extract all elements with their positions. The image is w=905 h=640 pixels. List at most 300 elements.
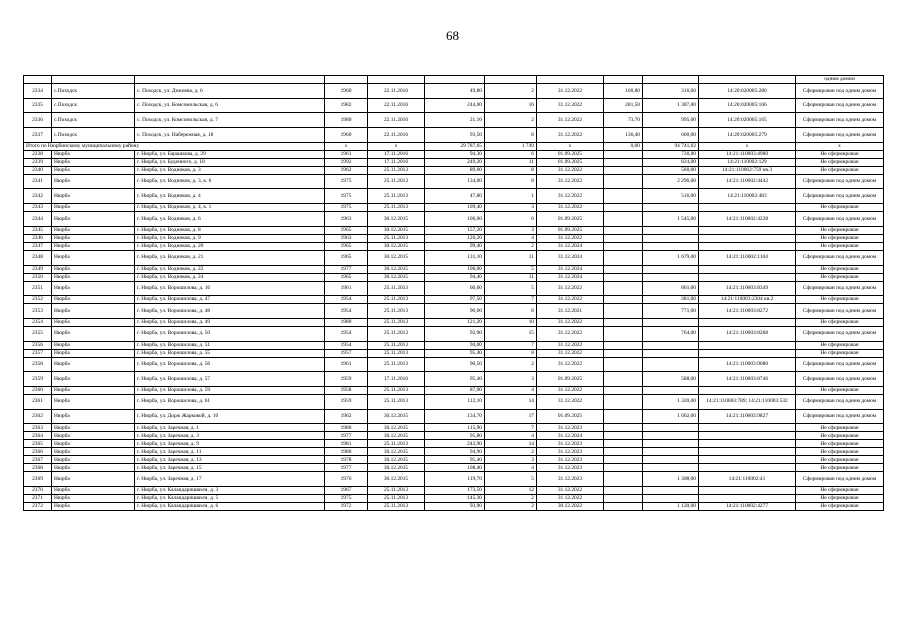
row-number-cell: 2356	[24, 341, 52, 349]
area-cell: 112,10	[425, 394, 485, 409]
residents-cell: 3	[485, 456, 537, 464]
residents-cell: 17	[485, 409, 537, 424]
land-plot-area-cell: 1 002,00	[643, 409, 699, 424]
inclusion-date-cell: 25.11.2013	[368, 296, 425, 304]
residents-cell: 11	[485, 273, 537, 281]
land-area-cell	[604, 234, 643, 242]
year-built-cell: 1954	[325, 341, 368, 349]
land-area-cell: 73,70	[604, 113, 643, 128]
inclusion-date-cell: 22.11.2016	[368, 84, 425, 99]
inclusion-date-cell: 25.11.2013	[368, 281, 425, 296]
table-row	[24, 448, 884, 456]
land-plot-area-cell	[643, 265, 699, 273]
cadastral-number-cell: 14:21:110003:2304 кв.2	[699, 296, 796, 304]
inclusion-date-cell: 30.12.2015	[368, 448, 425, 456]
locality-cell: Нюрба	[52, 503, 135, 511]
residents-cell: 8	[485, 166, 537, 174]
land-status-cell: Не сформирован	[796, 234, 884, 242]
land-status-cell: Не сформирован	[796, 341, 884, 349]
area-cell: 95,40	[425, 456, 485, 464]
row-number-cell: 2348	[24, 250, 52, 265]
cadastral-number-cell: 14:21:110002:759 кв.3	[699, 166, 796, 174]
demolition-deadline-cell: 31.12.2022	[537, 318, 604, 326]
land-plot-area-cell	[643, 357, 699, 372]
land-area-cell	[604, 349, 643, 357]
cadastral-number-cell	[699, 318, 796, 326]
land-area-cell	[604, 189, 643, 204]
land-area-cell	[604, 281, 643, 296]
cadastral-number-cell	[699, 341, 796, 349]
locality-cell: Нюрба	[52, 318, 135, 326]
land-plot-area-cell	[643, 456, 699, 464]
area-cell: 131,10	[425, 250, 485, 265]
inclusion-date-cell: 25.11.2013	[368, 394, 425, 409]
inclusion-date-cell: 25.11.2013	[368, 487, 425, 495]
table-row	[24, 296, 884, 304]
demolition-deadline-cell: 01.09.2025	[537, 212, 604, 227]
land-area-cell	[604, 318, 643, 326]
table-row	[24, 128, 884, 143]
residents-cell: 14	[485, 440, 537, 448]
table-row	[24, 326, 884, 341]
total-cell: x	[796, 142, 884, 150]
residents-cell: 4	[485, 386, 537, 394]
land-plot-area-cell	[643, 273, 699, 281]
locality-cell: Нюрба	[52, 386, 135, 394]
year-built-cell: 1976	[325, 472, 368, 487]
demolition-deadline-cell: 01.09.2025	[537, 150, 604, 158]
year-built-cell: 1965	[325, 226, 368, 234]
year-built-cell: 1960	[325, 128, 368, 143]
table-row	[24, 150, 884, 158]
area-cell: 106,60	[425, 265, 485, 273]
year-built-cell: 1975	[325, 189, 368, 204]
row-number-cell: 2350	[24, 273, 52, 281]
area-cell	[425, 76, 485, 84]
locality-cell: Нюрба	[52, 250, 135, 265]
total-cell: x	[699, 142, 796, 150]
year-built-cell: 1954	[325, 326, 368, 341]
area-cell: 115,90	[425, 424, 485, 432]
residents-cell	[485, 76, 537, 84]
land-area-cell	[604, 386, 643, 394]
residents-cell: 2	[485, 357, 537, 372]
area-cell: 120,20	[425, 234, 485, 242]
inclusion-date-cell: 22.11.2016	[368, 98, 425, 113]
table-row	[24, 158, 884, 166]
address-cell: г. Нюрба, ул. Водников, д. 20	[135, 242, 325, 250]
area-cell: 60,60	[425, 281, 485, 296]
cadastral-number-cell	[699, 76, 796, 84]
cadastral-number-cell: 14:21:110002:483	[699, 189, 796, 204]
row-number-cell: 2343	[24, 204, 52, 212]
inclusion-date-cell: 30.12.2015	[368, 472, 425, 487]
residents-cell: 1	[485, 189, 537, 204]
address-cell: г. Нюрба, ул. Заречная, д. 13	[135, 456, 325, 464]
residents-cell: 8	[485, 349, 537, 357]
land-plot-area-cell	[643, 76, 699, 84]
land-plot-area-cell	[643, 487, 699, 495]
land-status-cell: Сформирован под одним домом	[796, 98, 884, 113]
cadastral-number-cell: 14:21:110003:8746	[699, 372, 796, 387]
row-number-cell: 2366	[24, 448, 52, 456]
area-cell: 93,90	[425, 503, 485, 511]
row-number-cell: 2359	[24, 372, 52, 387]
address-cell: г. Нюрба, ул. Водников, д. 3	[135, 166, 325, 174]
table-row	[24, 113, 884, 128]
address-cell: г. Нюрба, ул. Ворошилова, д. 61	[135, 394, 325, 409]
demolition-deadline-cell: 31.12.2022	[537, 84, 604, 99]
inclusion-date-cell: 25.11.2013	[368, 166, 425, 174]
row-number-cell: 2368	[24, 464, 52, 472]
table-row	[24, 242, 884, 250]
land-status-cell: Сформирован под одним домом	[796, 250, 884, 265]
table-row	[24, 372, 884, 387]
land-status-cell: Не сформирован	[796, 150, 884, 158]
area-cell: 99,40	[425, 242, 485, 250]
inclusion-date-cell: 25.11.2013	[368, 204, 425, 212]
year-built-cell: 1977	[325, 432, 368, 440]
demolition-deadline-cell: 31.12.2024	[537, 250, 604, 265]
demolition-deadline-cell: 31.12.2022	[537, 349, 604, 357]
area-cell: 21,10	[425, 113, 485, 128]
residents-cell: 2	[485, 84, 537, 99]
total-cell: 94 741,02	[643, 142, 699, 150]
inclusion-date-cell: 25.11.2013	[368, 349, 425, 357]
address-cell: г. Нюрба, ул. Водников, д. 24	[135, 273, 325, 281]
residents-cell: 3	[485, 226, 537, 234]
table-row	[24, 273, 884, 281]
locality-cell: Нюрба	[52, 281, 135, 296]
locality-cell: Нюрба	[52, 212, 135, 227]
table-row	[24, 76, 884, 84]
locality-cell: с.Походск	[52, 113, 135, 128]
address-cell: г. Нюрба, ул. Ворошилова, д. 51	[135, 341, 325, 349]
table-row	[24, 424, 884, 432]
land-area-cell	[604, 448, 643, 456]
cadastral-number-cell	[699, 349, 796, 357]
area-cell: 121,20	[425, 318, 485, 326]
area-cell: 243,90	[425, 440, 485, 448]
demolition-deadline-cell: 31.12.2022	[537, 326, 604, 341]
year-built-cell: 1980	[325, 318, 368, 326]
land-status-cell: Сформирован под одним домом	[796, 212, 884, 227]
table-row	[24, 440, 884, 448]
land-status-cell: Не сформирован	[796, 349, 884, 357]
land-status-cell: Не сформирован	[796, 296, 884, 304]
address-cell: г. Нюрба, ул. Барашкова, д. 29	[135, 150, 325, 158]
year-built-cell: 1978	[325, 456, 368, 464]
table-row	[24, 265, 884, 273]
residents-cell: 4	[485, 432, 537, 440]
row-number-cell: 2370	[24, 487, 52, 495]
land-status-cell: Не сформирован	[796, 386, 884, 394]
page-number: 68	[446, 28, 459, 43]
locality-cell: Нюрба	[52, 204, 135, 212]
land-area-cell	[604, 204, 643, 212]
row-number-cell: 2361	[24, 394, 52, 409]
land-plot-area-cell	[643, 204, 699, 212]
land-status-cell: Сформирован под одним домом	[796, 326, 884, 341]
row-number-cell: 2364	[24, 432, 52, 440]
demolition-deadline-cell: 31.12.2022	[537, 296, 604, 304]
area-cell: 173,50	[425, 487, 485, 495]
locality-cell: Нюрба	[52, 242, 135, 250]
address-cell: г. Нюрба, ул. Водников, д. 6	[135, 212, 325, 227]
cadastral-number-cell	[699, 234, 796, 242]
demolition-deadline-cell: 30.12.2022	[537, 503, 604, 511]
land-status-cell: Не сформирован	[796, 242, 884, 250]
cadastral-number-cell: 14:21:110003:789; 14:21:110003:532	[699, 394, 796, 409]
land-area-cell	[604, 212, 643, 227]
area-cell: 134,00	[425, 174, 485, 189]
locality-cell: с.Походск	[52, 98, 135, 113]
area-cell: 94,30	[425, 150, 485, 158]
land-status-cell: Сформирован под одним домом	[796, 174, 884, 189]
land-area-cell	[604, 166, 643, 174]
demolition-deadline-cell: 31.12.2022	[537, 204, 604, 212]
residents-cell: 11	[485, 158, 537, 166]
address-cell: г. Нюрба, ул. Ворошилова, д. 59	[135, 386, 325, 394]
locality-cell: Нюрба	[52, 166, 135, 174]
land-plot-area-cell: 560,00	[643, 166, 699, 174]
demolition-deadline-cell: 31.12.2022	[537, 98, 604, 113]
locality-cell: Нюрба	[52, 424, 135, 432]
land-status-cell: Не сформирован	[796, 456, 884, 464]
land-status-cell: Сформирован под одним домом	[796, 281, 884, 296]
address-cell: г. Нюрба, ул. Заречная, д. 15	[135, 464, 325, 472]
row-number-cell: 2365	[24, 440, 52, 448]
cadastral-number-cell: 14:20:020005:279	[699, 128, 796, 143]
year-built-cell: 1980	[325, 424, 368, 432]
inclusion-date-cell: 30.12.2015	[368, 212, 425, 227]
table-row	[24, 472, 884, 487]
address-cell: г. Нюрба, ул. Ворошилова, д. 55	[135, 349, 325, 357]
cadastral-number-cell: 14:21:110003:8268	[699, 326, 796, 341]
land-status-cell: Сформирован под одним домом	[796, 372, 884, 387]
area-cell: 87,00	[425, 386, 485, 394]
row-number-cell: 2349	[24, 265, 52, 273]
table-row	[24, 98, 884, 113]
land-area-cell	[604, 242, 643, 250]
land-plot-area-cell: 516,00	[643, 189, 699, 204]
row-number-cell: 2340	[24, 166, 52, 174]
locality-cell: Нюрба	[52, 487, 135, 495]
land-status-cell: Не сформирован	[796, 464, 884, 472]
residents-cell: 8	[485, 128, 537, 143]
year-built-cell: 1965	[325, 273, 368, 281]
residents-cell: 2	[485, 503, 537, 511]
land-plot-area-cell	[643, 318, 699, 326]
row-number-cell: 2357	[24, 349, 52, 357]
area-cell: 95,40	[425, 372, 485, 387]
row-number-cell: 2346	[24, 234, 52, 242]
inclusion-date-cell: 22.11.2016	[368, 113, 425, 128]
land-area-cell	[604, 424, 643, 432]
area-cell: 106,60	[425, 212, 485, 227]
locality-cell: Нюрба	[52, 357, 135, 372]
year-built-cell: 1959	[325, 394, 368, 409]
year-built-cell: 1957	[325, 349, 368, 357]
residents-cell: 5	[485, 281, 537, 296]
residents-cell: 8	[485, 304, 537, 319]
demolition-deadline-cell: 31.12.2022	[537, 189, 604, 204]
land-status-cell: одним домом	[796, 76, 884, 84]
table-row	[24, 456, 884, 464]
land-plot-area-cell	[643, 464, 699, 472]
area-cell: 109,40	[425, 204, 485, 212]
demolition-deadline-cell: 31.12.2022	[537, 386, 604, 394]
demolition-deadline-cell: 31.12.2023	[537, 464, 604, 472]
locality-cell: Нюрба	[52, 341, 135, 349]
inclusion-date-cell: 25.11.2013	[368, 318, 425, 326]
row-number-cell: 2337	[24, 128, 52, 143]
row-number-cell: 2355	[24, 326, 52, 341]
inclusion-date-cell: 30.12.2015	[368, 456, 425, 464]
demolition-deadline-cell	[537, 76, 604, 84]
total-cell: 0,00	[604, 142, 643, 150]
year-built-cell: 1965	[325, 242, 368, 250]
cadastral-number-cell: 14:21:110002:4442	[699, 174, 796, 189]
land-area-cell	[604, 226, 643, 234]
land-status-cell: Не сформирован	[796, 487, 884, 495]
inclusion-date-cell: 30.12.2015	[368, 409, 425, 424]
inclusion-date-cell: 30.12.2015	[368, 250, 425, 265]
locality-cell: Нюрба	[52, 226, 135, 234]
land-area-cell: 160,80	[604, 84, 643, 99]
residents-cell: 2	[485, 113, 537, 128]
row-number-cell: 2363	[24, 424, 52, 432]
inclusion-date-cell: 25.11.2013	[368, 503, 425, 511]
area-cell: 95,40	[425, 349, 485, 357]
demolition-deadline-cell: 01.09.2025	[537, 158, 604, 166]
inclusion-date-cell: 17.11.2016	[368, 372, 425, 387]
demolition-deadline-cell: 31.12.2023	[537, 440, 604, 448]
row-number-cell: 2338	[24, 150, 52, 158]
cadastral-number-cell: 14:20:020005:166	[699, 98, 796, 113]
land-plot-area-cell	[643, 440, 699, 448]
table-row	[24, 349, 884, 357]
land-area-cell	[604, 158, 643, 166]
demolition-deadline-cell: 31.12.2022	[537, 495, 604, 503]
residents-cell: 7	[485, 424, 537, 432]
locality-cell: с.Походск	[52, 128, 135, 143]
year-built-cell: 1977	[325, 265, 368, 273]
land-status-cell: Сформирован под одним домом	[796, 84, 884, 99]
inclusion-date-cell: 30.12.2015	[368, 424, 425, 432]
demolition-deadline-cell: 01.09.2025	[537, 226, 604, 234]
year-built-cell: 1961	[325, 150, 368, 158]
locality-cell: Нюрба	[52, 372, 135, 387]
inclusion-date-cell: 25.11.2013	[368, 326, 425, 341]
table-row-total	[24, 142, 884, 150]
row-number-cell: 2360	[24, 386, 52, 394]
land-status-cell: Не сформирован	[796, 265, 884, 273]
land-status-cell: Сформирован под одним домом	[796, 128, 884, 143]
inclusion-date-cell: 22.11.2016	[368, 128, 425, 143]
cadastral-number-cell	[699, 265, 796, 273]
land-plot-area-cell	[643, 495, 699, 503]
demolition-deadline-cell: 31.12.2022	[537, 166, 604, 174]
residents-cell: 5	[485, 265, 537, 273]
year-built-cell: 1961	[325, 357, 368, 372]
cadastral-number-cell: 14:21:110003:9827	[699, 409, 796, 424]
land-area-cell	[604, 464, 643, 472]
table-row	[24, 409, 884, 424]
demolition-deadline-cell: 31.12.2021	[537, 304, 604, 319]
address-cell: г. Нюрба, ул. Водников, д. 4	[135, 189, 325, 204]
cadastral-number-cell: 14:21:110003:8272	[699, 304, 796, 319]
demolition-deadline-cell: 31.12.2022	[537, 341, 604, 349]
address-cell: г. Нюрба, ул. Ворошилова, д. 49	[135, 318, 325, 326]
residents-cell: 15	[485, 326, 537, 341]
inclusion-date-cell: 30.12.2015	[368, 432, 425, 440]
land-plot-area-cell: 824,00	[643, 158, 699, 166]
inclusion-date-cell	[368, 76, 425, 84]
land-plot-area-cell: 861,00	[643, 281, 699, 296]
residents-cell: 11	[485, 250, 537, 265]
inclusion-date-cell: 25.11.2013	[368, 440, 425, 448]
table-row	[24, 189, 884, 204]
residents-cell: 6	[485, 212, 537, 227]
land-area-cell	[604, 372, 643, 387]
residents-cell: 4	[485, 464, 537, 472]
land-status-cell: Не сформирован	[796, 495, 884, 503]
table-row	[24, 234, 884, 242]
demolition-deadline-cell: 31.12.2022	[537, 174, 604, 189]
demolition-deadline-cell: 31.12.2023	[537, 456, 604, 464]
address-cell: г. Нюрба, ул. Ворошилова, д. 16	[135, 281, 325, 296]
locality-cell: Нюрба	[52, 394, 135, 409]
inclusion-date-cell: 17.11.2016	[368, 158, 425, 166]
year-built-cell: 1963	[325, 212, 368, 227]
cadastral-number-cell: 14:21:110003:8349	[699, 281, 796, 296]
locality-cell: Нюрба	[52, 234, 135, 242]
land-plot-area-cell	[643, 226, 699, 234]
land-status-cell: Не сформирован	[796, 424, 884, 432]
locality-cell: Нюрба	[52, 440, 135, 448]
address-cell: г. Нюрба, ул. Ворошилова, д. 48	[135, 304, 325, 319]
land-plot-area-cell	[643, 424, 699, 432]
year-built-cell: 1958	[325, 386, 368, 394]
year-built-cell: 1963	[325, 234, 368, 242]
table-row	[24, 503, 884, 511]
year-built-cell: 1975	[325, 174, 368, 189]
residents-cell: 14	[485, 394, 537, 409]
row-number-cell: 2345	[24, 226, 52, 234]
land-status-cell: Не сформирован	[796, 440, 884, 448]
locality-cell: Нюрба	[52, 304, 135, 319]
table-row	[24, 281, 884, 296]
year-built-cell: 1972	[325, 503, 368, 511]
housing-register-table	[23, 75, 884, 511]
table-row	[24, 304, 884, 319]
table-row	[24, 318, 884, 326]
row-number-cell: 2371	[24, 495, 52, 503]
locality-cell: Нюрба	[52, 265, 135, 273]
year-built-cell: 1962	[325, 409, 368, 424]
demolition-deadline-cell: 31.12.2022	[537, 128, 604, 143]
locality-cell	[52, 76, 135, 84]
land-status-cell: Не сформирован	[796, 318, 884, 326]
locality-cell: Нюрба	[52, 456, 135, 464]
inclusion-date-cell: 25.11.2013	[368, 341, 425, 349]
land-plot-area-cell: 2 296,00	[643, 174, 699, 189]
address-cell: г. Нюрба, ул. Ворошилова, д. 57	[135, 372, 325, 387]
total-cell: 1 749	[485, 142, 537, 150]
land-area-cell	[604, 357, 643, 372]
land-plot-area-cell: 316,00	[643, 84, 699, 99]
